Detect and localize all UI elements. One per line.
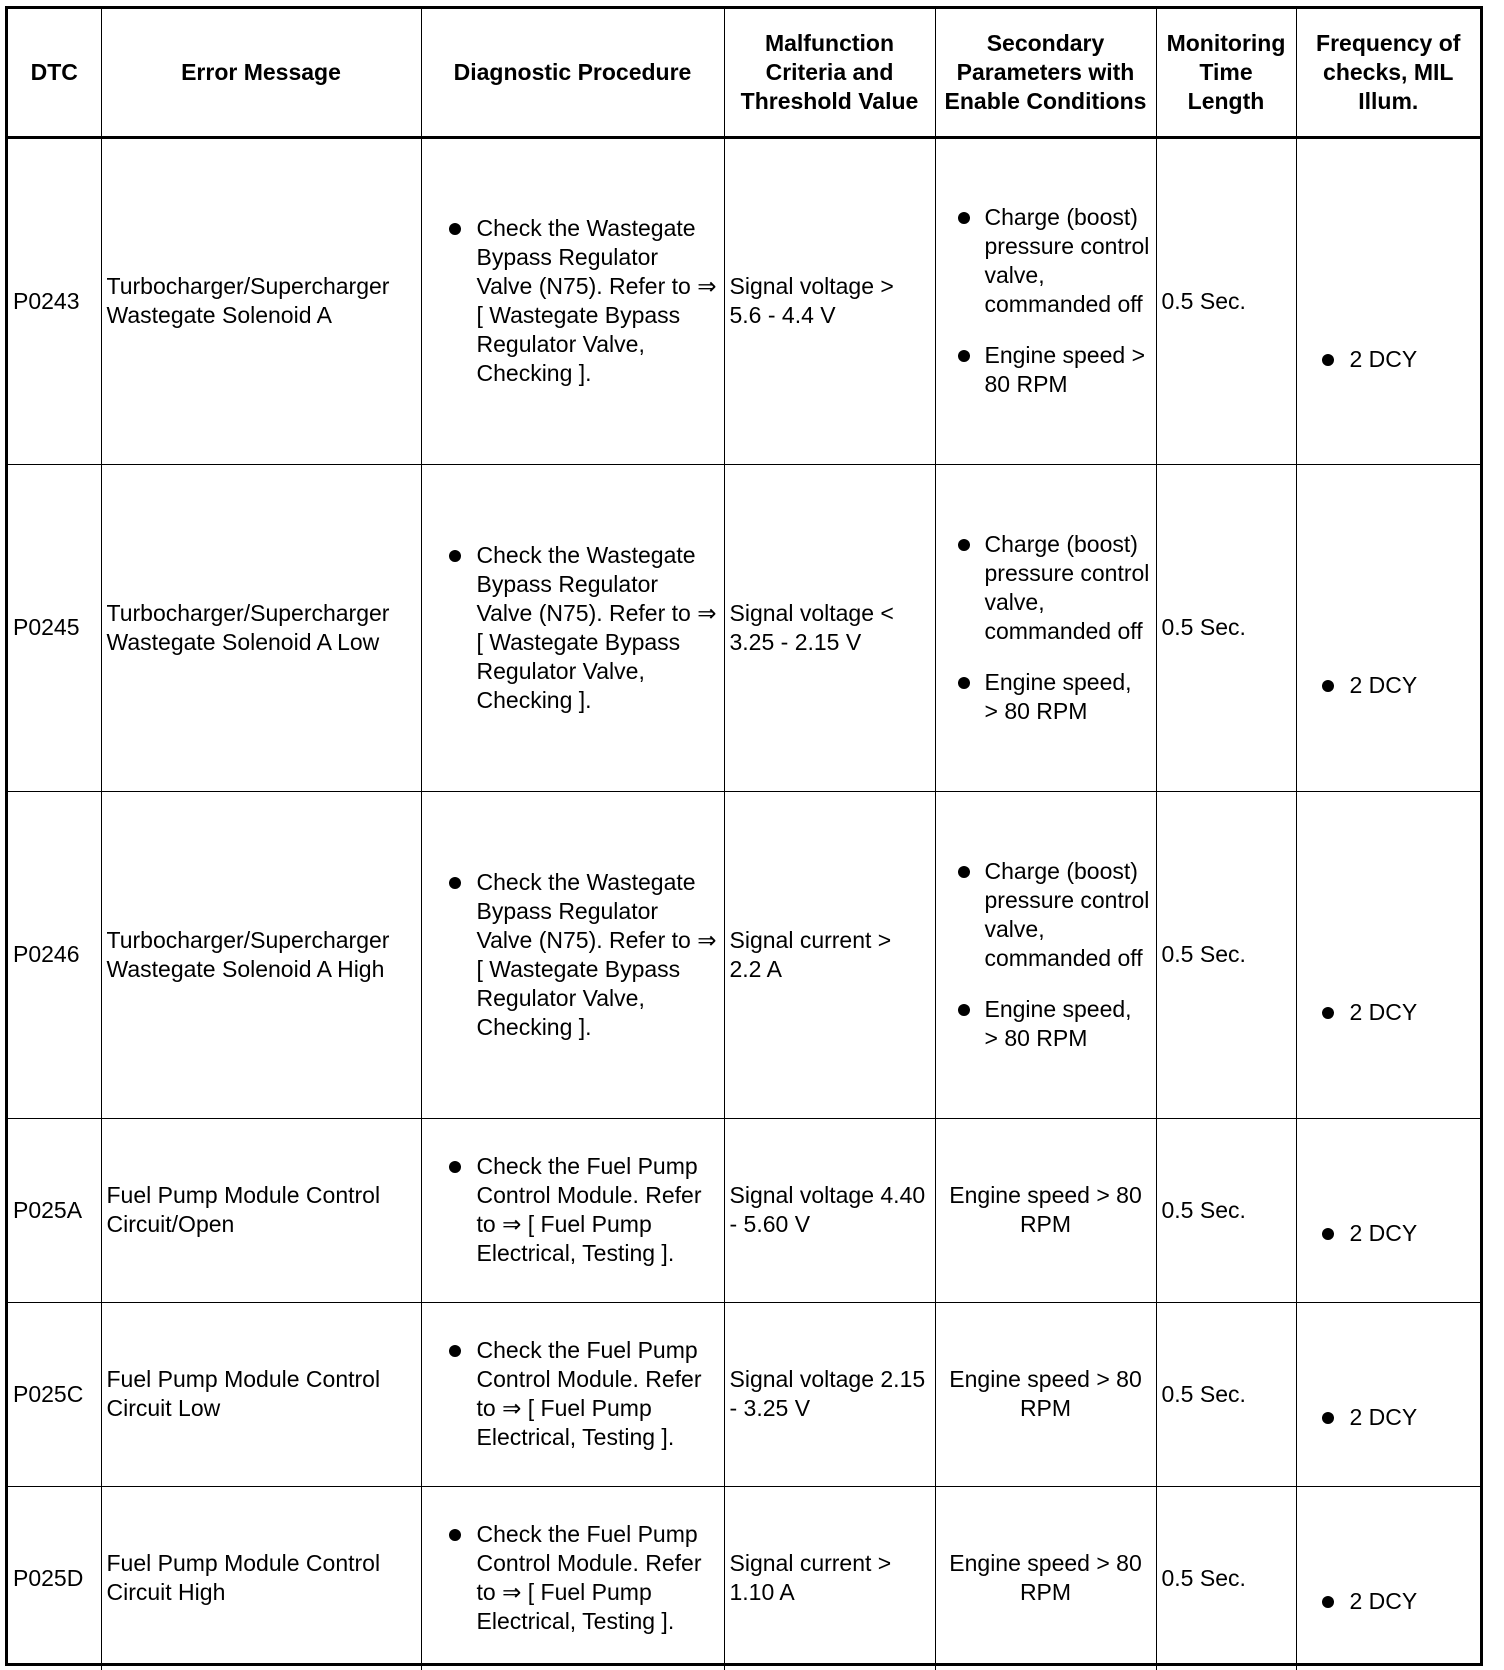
header-error-message: Error Message — [101, 9, 421, 137]
error-message: Fuel Pump Module Control Circuit High — [101, 1486, 421, 1670]
frequency-item: 2 DCY — [1302, 345, 1476, 374]
secondary-parameters — [935, 791, 1156, 1118]
table-header-row — [8, 9, 1480, 137]
diagnostic-procedure — [421, 1118, 724, 1302]
malfunction-criteria: Signal voltage 2.15 - 3.25 V — [724, 1302, 935, 1486]
secondary-parameters — [935, 137, 1156, 464]
procedure-item: Check the Fuel Pump Control Module. Refer to ⇒ [ Fuel Pump Electrical, Testing ]. — [427, 1152, 719, 1268]
procedure-item: Check the Wastegate Bypass Regulator Valve (N75). Refer to ⇒ [ Wastegate Bypass Regulator Valve, Checking ]. — [427, 541, 719, 715]
frequency-item: 2 DCY — [1302, 998, 1476, 1027]
error-message: Fuel Pump Module Control Circuit/Open — [101, 1118, 421, 1302]
procedure-item: Check the Fuel Pump Control Module. Refer to ⇒ [ Fuel Pump Electrical, Testing ]. — [427, 1336, 719, 1452]
secondary-item: Charge (boost) pressure control valve, commanded off — [941, 530, 1151, 646]
monitoring-time: 0.5 Sec. — [1156, 1486, 1296, 1670]
table-row — [8, 464, 1480, 791]
dtc-code: P0246 — [8, 791, 101, 1118]
malfunction-criteria: Signal current > 1.10 A — [724, 1486, 935, 1670]
dtc-code: P025A — [8, 1118, 101, 1302]
error-message: Turbocharger/Supercharger Wastegate Solenoid A — [101, 137, 421, 464]
frequency — [1296, 1118, 1480, 1302]
malfunction-criteria: Signal voltage > 5.6 - 4.4 V — [724, 137, 935, 464]
malfunction-criteria: Signal voltage 4.40 - 5.60 V — [724, 1118, 935, 1302]
secondary-item: Engine speed > 80 RPM — [941, 341, 1151, 399]
error-message: Turbocharger/Supercharger Wastegate Solenoid A High — [101, 791, 421, 1118]
frequency — [1296, 464, 1480, 791]
frequency — [1296, 1302, 1480, 1486]
header-diagnostic-procedure: Diagnostic Procedure — [421, 9, 724, 137]
table-row — [8, 1486, 1480, 1670]
dtc-code: P025D — [8, 1486, 101, 1670]
secondary-item: Charge (boost) pressure control valve, commanded off — [941, 857, 1151, 973]
monitoring-time: 0.5 Sec. — [1156, 137, 1296, 464]
frequency — [1296, 791, 1480, 1118]
diagnostic-procedure — [421, 137, 724, 464]
diagnostic-procedure — [421, 464, 724, 791]
malfunction-criteria: Signal voltage < 3.25 - 2.15 V — [724, 464, 935, 791]
table-row — [8, 1118, 1480, 1302]
dtc-code: P0245 — [8, 464, 101, 791]
header-dtc: DTC — [8, 9, 101, 137]
frequency-item: 2 DCY — [1302, 1403, 1476, 1432]
monitoring-time: 0.5 Sec. — [1156, 464, 1296, 791]
header-secondary-parameters: Secondary Parameters with Enable Conditions — [935, 9, 1156, 137]
header-frequency: Frequency of checks, MIL Illum. — [1296, 9, 1480, 137]
secondary-parameters: Engine speed > 80 RPM — [935, 1118, 1156, 1302]
procedure-item: Check the Wastegate Bypass Regulator Valve (N75). Refer to ⇒ [ Wastegate Bypass Regulator Valve, Checking ]. — [427, 868, 719, 1042]
secondary-parameters — [935, 464, 1156, 791]
secondary-item: Charge (boost) pressure control valve, commanded off — [941, 203, 1151, 319]
diagnostic-procedure — [421, 1486, 724, 1670]
frequency-item: 2 DCY — [1302, 671, 1476, 700]
secondary-parameters: Engine speed > 80 RPM — [935, 1486, 1156, 1670]
dtc-table-sheet — [5, 6, 1483, 1666]
table-row — [8, 791, 1480, 1118]
error-message: Fuel Pump Module Control Circuit Low — [101, 1302, 421, 1486]
error-message: Turbocharger/Supercharger Wastegate Solenoid A Low — [101, 464, 421, 791]
secondary-item: Engine speed, > 80 RPM — [941, 995, 1151, 1053]
monitoring-time: 0.5 Sec. — [1156, 791, 1296, 1118]
monitoring-time: 0.5 Sec. — [1156, 1302, 1296, 1486]
secondary-item: Engine speed, > 80 RPM — [941, 668, 1151, 726]
dtc-table — [8, 9, 1480, 1670]
frequency-item: 2 DCY — [1302, 1587, 1476, 1616]
table-row — [8, 1302, 1480, 1486]
header-monitoring-time: Monitoring Time Length — [1156, 9, 1296, 137]
frequency — [1296, 137, 1480, 464]
malfunction-criteria: Signal current > 2.2 A — [724, 791, 935, 1118]
header-malfunction-criteria: Malfunction Criteria and Threshold Value — [724, 9, 935, 137]
dtc-code: P0243 — [8, 137, 101, 464]
diagnostic-procedure — [421, 1302, 724, 1486]
frequency-item: 2 DCY — [1302, 1219, 1476, 1248]
monitoring-time: 0.5 Sec. — [1156, 1118, 1296, 1302]
table-row — [8, 137, 1480, 464]
dtc-code: P025C — [8, 1302, 101, 1486]
procedure-item: Check the Fuel Pump Control Module. Refer to ⇒ [ Fuel Pump Electrical, Testing ]. — [427, 1520, 719, 1636]
procedure-item: Check the Wastegate Bypass Regulator Valve (N75). Refer to ⇒ [ Wastegate Bypass Regulator Valve, Checking ]. — [427, 214, 719, 388]
diagnostic-procedure — [421, 791, 724, 1118]
secondary-parameters: Engine speed > 80 RPM — [935, 1302, 1156, 1486]
frequency — [1296, 1486, 1480, 1670]
